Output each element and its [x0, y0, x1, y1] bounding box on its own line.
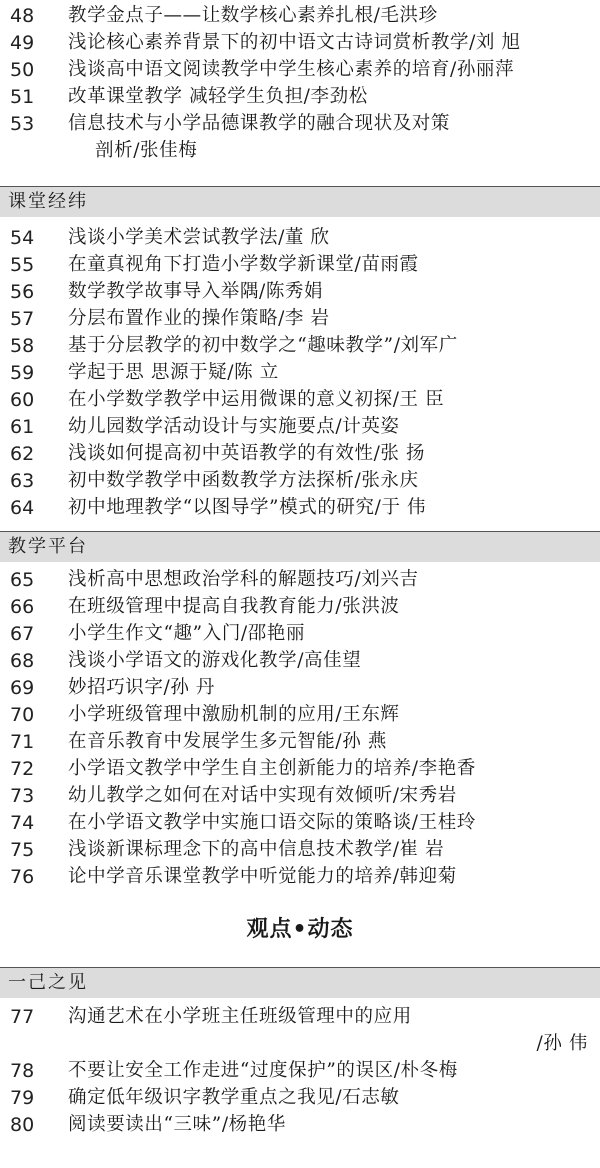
- toc-entry[interactable]: [0, 2, 600, 30]
- toc-entry[interactable]: [0, 29, 600, 57]
- article-title: 浅谈高中语文阅读教学中学生核心素养的培育/孙丽萍: [68, 59, 515, 80]
- article-title: 浅谈新课标理念下的高中信息技术教学/崔 岩: [68, 839, 445, 860]
- toc-entry[interactable]: [0, 674, 600, 702]
- article-title: 幼儿园数学活动设计与实施要点/计英姿: [68, 416, 400, 437]
- toc-entry[interactable]: [0, 386, 600, 414]
- page-number: 65: [10, 569, 35, 591]
- article-title: 在小学数学教学中运用微课的意义初探/王 臣: [68, 389, 445, 410]
- page-number: 53: [10, 113, 35, 135]
- page-number: 48: [10, 5, 35, 27]
- toc-entry[interactable]: [0, 647, 600, 675]
- toc-entry-continuation[interactable]: [0, 137, 600, 165]
- page-number: 59: [10, 362, 35, 384]
- article-title: 数学教学故事导入举隅/陈秀娟: [68, 281, 324, 302]
- page-number: 54: [10, 227, 35, 249]
- page-number: 67: [10, 623, 35, 645]
- page-number: 61: [10, 416, 35, 438]
- page-number: 70: [10, 704, 35, 726]
- article-author: /孙 伟: [536, 1033, 588, 1054]
- section-header: 一己之见: [8, 972, 88, 993]
- page-number: 57: [10, 308, 35, 330]
- page-number: 51: [10, 86, 35, 108]
- page-number: 62: [10, 443, 35, 465]
- toc-entry[interactable]: [0, 224, 600, 252]
- toc-entry[interactable]: [0, 809, 600, 837]
- toc-entry[interactable]: [0, 701, 600, 729]
- toc-entry[interactable]: [0, 359, 600, 387]
- toc-entry[interactable]: [0, 305, 600, 333]
- article-title: 在班级管理中提高自我教育能力/张洪波: [68, 596, 400, 617]
- article-title: 论中学音乐课堂教学中听觉能力的培养/韩迎菊: [68, 866, 457, 887]
- page-number: 68: [10, 650, 35, 672]
- article-title: 在小学语文教学中实施口语交际的策略谈/王桂玲: [68, 812, 476, 833]
- page-number: 49: [10, 32, 35, 54]
- toc-entry[interactable]: [0, 1003, 600, 1031]
- page-number: 50: [10, 59, 35, 81]
- page-number: 79: [10, 1087, 35, 1109]
- toc-entry[interactable]: [0, 413, 600, 441]
- toc-entry[interactable]: [0, 467, 600, 495]
- toc-entry[interactable]: [0, 728, 600, 756]
- toc-entry[interactable]: [0, 494, 600, 522]
- column-heading: 观点•动态: [246, 917, 354, 942]
- article-title: 不要让安全工作走进“过度保护”的误区/朴冬梅: [68, 1060, 458, 1081]
- toc-entry[interactable]: [0, 1111, 600, 1139]
- section-header-band: [0, 531, 600, 562]
- article-title: 初中数学教学中函数教学方法探析/张永庆: [68, 470, 419, 491]
- article-title: 基于分层教学的初中数学之“趣味教学”/刘军广: [68, 335, 458, 356]
- section-header-band: [0, 967, 600, 998]
- article-title: 幼儿教学之如何在对话中实现有效倾听/宋秀岩: [68, 785, 457, 806]
- toc-entry[interactable]: [0, 836, 600, 864]
- page-number: 73: [10, 785, 35, 807]
- article-title: 浅析高中思想政治学科的解题技巧/刘兴吉: [68, 569, 419, 590]
- article-title: 初中地理教学“以图导学”模式的研究/于 伟: [68, 497, 427, 518]
- page-number: 69: [10, 677, 35, 699]
- toc-entry[interactable]: [0, 278, 600, 306]
- article-title: 浅论核心素养背景下的初中语文古诗词赏析教学/刘 旭: [68, 32, 521, 53]
- article-title: 浅谈小学美术尝试教学法/董 欣: [68, 227, 330, 248]
- article-title: 信息技术与小学品德课教学的融合现状及对策: [68, 113, 451, 134]
- toc-entry[interactable]: [0, 110, 600, 138]
- article-title: 沟通艺术在小学班主任班级管理中的应用: [68, 1006, 412, 1027]
- article-title-continuation: 剖析/张佳梅: [95, 140, 198, 161]
- page-number: 75: [10, 839, 35, 861]
- article-title: 改革课堂教学 减轻学生负担/李劲松: [68, 86, 368, 107]
- article-title: 浅谈如何提高初中英语教学的有效性/张 扬: [68, 443, 426, 464]
- page-number: 71: [10, 731, 35, 753]
- page-number: 55: [10, 254, 35, 276]
- page-number: 66: [10, 596, 35, 618]
- article-title: 在童真视角下打造小学数学新课堂/苗雨霞: [68, 254, 419, 275]
- page-number: 72: [10, 758, 35, 780]
- article-title: 小学语文教学中学生自主创新能力的培养/李艳香: [68, 758, 476, 779]
- article-title: 分层布置作业的操作策略/李 岩: [68, 308, 330, 329]
- toc-entry[interactable]: [0, 782, 600, 810]
- page-number: 64: [10, 497, 35, 519]
- page-number: 78: [10, 1060, 35, 1082]
- section-header: 课堂经纬: [8, 191, 88, 212]
- article-title: 确定低年级识字教学重点之我见/石志敏: [68, 1087, 400, 1108]
- page-number: 74: [10, 812, 35, 834]
- toc-entry[interactable]: [0, 1057, 600, 1085]
- toc-entry[interactable]: [0, 566, 600, 594]
- toc-entry[interactable]: [0, 863, 600, 891]
- article-title: 阅读要读出“三味”/杨艳华: [68, 1114, 286, 1135]
- page-number: 77: [10, 1006, 35, 1028]
- toc-entry[interactable]: [0, 56, 600, 84]
- article-title: 妙招巧识字/孙 丹: [68, 677, 216, 698]
- article-title: 在音乐教育中发展学生多元智能/孙 燕: [68, 731, 387, 752]
- article-title: 学起于思 思源于疑/陈 立: [68, 362, 279, 383]
- article-title: 小学生作文“趣”入门/邵艳丽: [68, 623, 306, 644]
- toc-entry[interactable]: [0, 620, 600, 648]
- article-title: 教学金点子——让数学核心素养扎根/毛洪珍: [68, 5, 438, 26]
- toc-entry[interactable]: [0, 251, 600, 279]
- page-number: 60: [10, 389, 35, 411]
- page-number: 80: [10, 1114, 35, 1136]
- toc-entry[interactable]: [0, 83, 600, 111]
- article-title: 浅谈小学语文的游戏化教学/高佳望: [68, 650, 362, 671]
- section-header: 教学平台: [8, 536, 88, 557]
- toc-entry[interactable]: [0, 593, 600, 621]
- toc-entry[interactable]: [0, 332, 600, 360]
- page-number: 63: [10, 470, 35, 492]
- page-number: 76: [10, 866, 35, 888]
- article-title: 小学班级管理中激励机制的应用/王东辉: [68, 704, 400, 725]
- toc-entry[interactable]: [0, 1084, 600, 1112]
- page-number: 56: [10, 281, 35, 303]
- toc-entry[interactable]: [0, 440, 600, 468]
- toc-entry-continuation[interactable]: [0, 1030, 600, 1058]
- section-header-band: [0, 186, 600, 217]
- page-number: 58: [10, 335, 35, 357]
- toc-entry[interactable]: [0, 755, 600, 783]
